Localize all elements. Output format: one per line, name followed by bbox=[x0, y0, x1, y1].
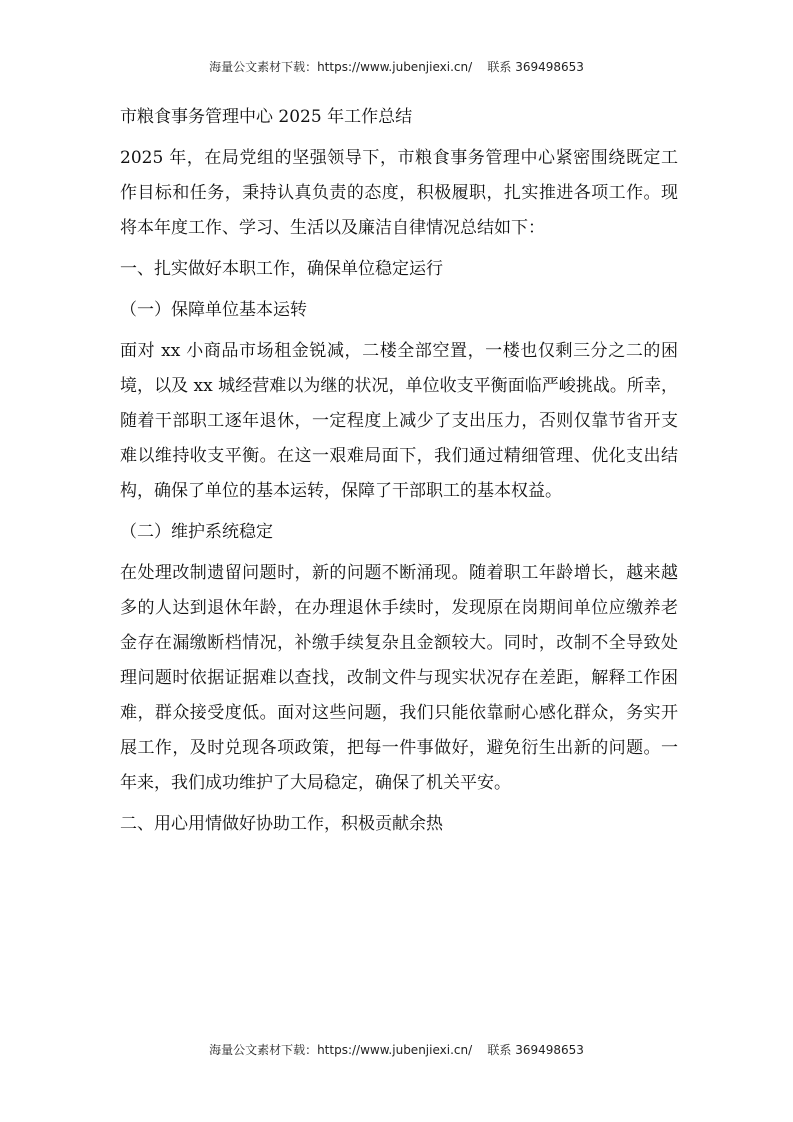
section-2-heading: 二、用心用情做好协助工作，积极贡献余热 bbox=[120, 814, 443, 834]
subsection-1-heading: （一）保障单位基本运转 bbox=[120, 300, 307, 320]
document-body bbox=[120, 100, 678, 842]
subsection-2-paragraph: 在处理改制遗留问题时，新的问题不断涌现。随着职工年龄增长，越来越多的人达到退休年龄，在办理退休手续时，发现原在岗期间单位应缴养老金存在漏缴断档情况，补缴手续复杂且金额较大。同时，改制不全导致处理问题时依据证据难以查找，改制文件与现实状况存在差距，解释工作困难，群众接受度低。面对这些问题，我们只能依靠耐心感化群众，务实开展工作，及时兑现各项政策，把每一件事做好，避免衍生出新的问题。一年来，我们成功维护了大局稳定，确保了机关平安。 bbox=[120, 563, 678, 793]
page-header: 海量公文素材下载：https://www.jubenjiexi.cn/ 联系 369498653 bbox=[209, 60, 584, 74]
page-footer: 海量公文素材下载：https://www.jubenjiexi.cn/ 联系 369498653 bbox=[209, 1043, 584, 1057]
subsection-2-heading: （二）维护系统稳定 bbox=[120, 522, 273, 542]
subsection-1-paragraph: 面对 xx 小商品市场租金锐减，二楼全部空置，一楼也仅剩三分之二的困境，以及 xx 城经营难以为继的状况，单位收支平衡面临严峻挑战。所幸，随着干部职工逐年退休，一定程度上减少了支出压力，否则仅靠节省开支难以维持收支平衡。在这一艰难局面下，我们通过精细管理、优化支出结构，确保了单位的基本运转，保障了干部职工的基本权益。 bbox=[120, 341, 678, 501]
section-1-heading: 一、扎实做好本职工作，确保单位稳定运行 bbox=[120, 259, 443, 279]
intro-paragraph: 2025 年，在局党组的坚强领导下，市粮食事务管理中心紧密围绕既定工作目标和任务，秉持认真负责的态度，积极履职，扎实推进各项工作。现将本年度工作、学习、生活以及廉洁自律情况总结如下： bbox=[120, 148, 678, 238]
document-title: 市粮食事务管理中心 2025 年工作总结 bbox=[120, 107, 413, 127]
